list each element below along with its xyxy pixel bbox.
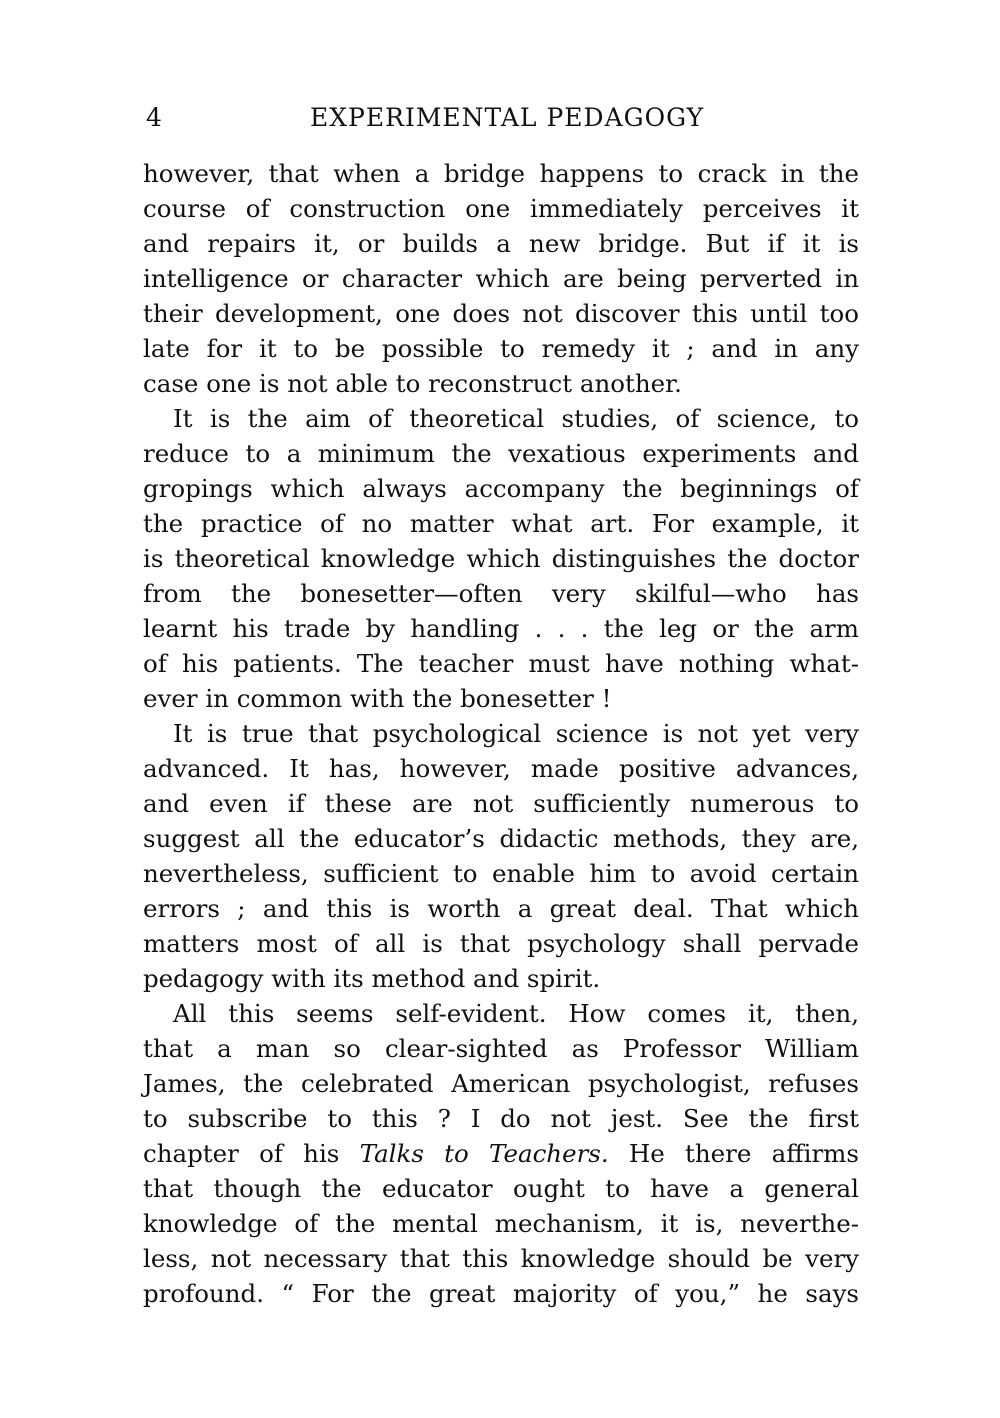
text-line: to subscribe to this ? I do not jest. See the first: [143, 1104, 859, 1133]
text-line: the practice of no matter what art. For example, it: [143, 509, 859, 538]
text-line: that though the educator ought to have a general: [143, 1174, 859, 1203]
text-line: pedagogy with its method and spirit.: [143, 964, 601, 993]
text-line: ever in common with the bonesetter !: [143, 684, 612, 713]
text-line: from the bonesetter—often very skilful—who has: [143, 579, 859, 608]
text-line: of his patients. The teacher must have nothing what-: [143, 649, 859, 678]
text-line: case one is not able to reconstruct another.: [143, 369, 682, 398]
page-header: [146, 100, 856, 136]
text-line: however, that when a bridge happens to crack in the: [143, 159, 859, 188]
text-segment: He there affirms: [608, 1139, 859, 1168]
text-line: intelligence or character which are being perverted in: [143, 264, 859, 293]
book-title: Talks to Teachers.: [359, 1139, 609, 1168]
text-line: course of construction one immediately perceives it: [143, 194, 859, 223]
text-line: errors ; and this is worth a great deal. That which: [143, 894, 859, 923]
text-line: is theoretical knowledge which distinguishes the doctor: [143, 544, 859, 573]
page-number: 4: [146, 103, 162, 132]
paragraph-start-line: All this seems self-evident. How comes it, then,: [173, 999, 859, 1028]
text-line: and repairs it, or builds a new bridge. But if it is: [143, 229, 859, 258]
text-line: nevertheless, sufficient to enable him to avoid certain: [143, 859, 859, 888]
paragraph-start-line: It is true that psychological science is not yet very: [173, 719, 859, 748]
running-title: EXPERIMENTAL PEDAGOGY: [310, 103, 705, 132]
text-segment: chapter of his: [143, 1139, 360, 1168]
body-text: [143, 156, 859, 1311]
text-line: matters most of all is that psychology shall pervade: [143, 929, 859, 958]
text-line: advanced. It has, however, made positive advances,: [143, 754, 859, 783]
text-line: reduce to a minimum the vexatious experiments and: [143, 439, 859, 468]
text-line: and even if these are not sufficiently numerous to: [143, 789, 859, 818]
text-line: their development, one does not discover this until too: [143, 299, 859, 328]
text-line: that a man so clear-sighted as Professor William: [143, 1034, 859, 1063]
paragraph-start-line: It is the aim of theoretical studies, of science, to: [173, 404, 859, 433]
text-line: suggest all the educator’s didactic methods, they are,: [143, 824, 859, 853]
text-line: less, not necessary that this knowledge should be very: [143, 1244, 859, 1273]
text-line: [143, 1136, 859, 1171]
text-line: profound. “ For the great majority of you,” he says: [143, 1279, 859, 1308]
text-line: gropings which always accompany the beginnings of: [143, 474, 859, 503]
text-line: knowledge of the mental mechanism, it is, neverthe-: [143, 1209, 859, 1238]
text-line: late for it to be possible to remedy it ; and in any: [143, 334, 859, 363]
text-line: learnt his trade by handling . . . the leg or the arm: [143, 614, 859, 643]
text-line: James, the celebrated American psychologist, refuses: [143, 1069, 859, 1098]
